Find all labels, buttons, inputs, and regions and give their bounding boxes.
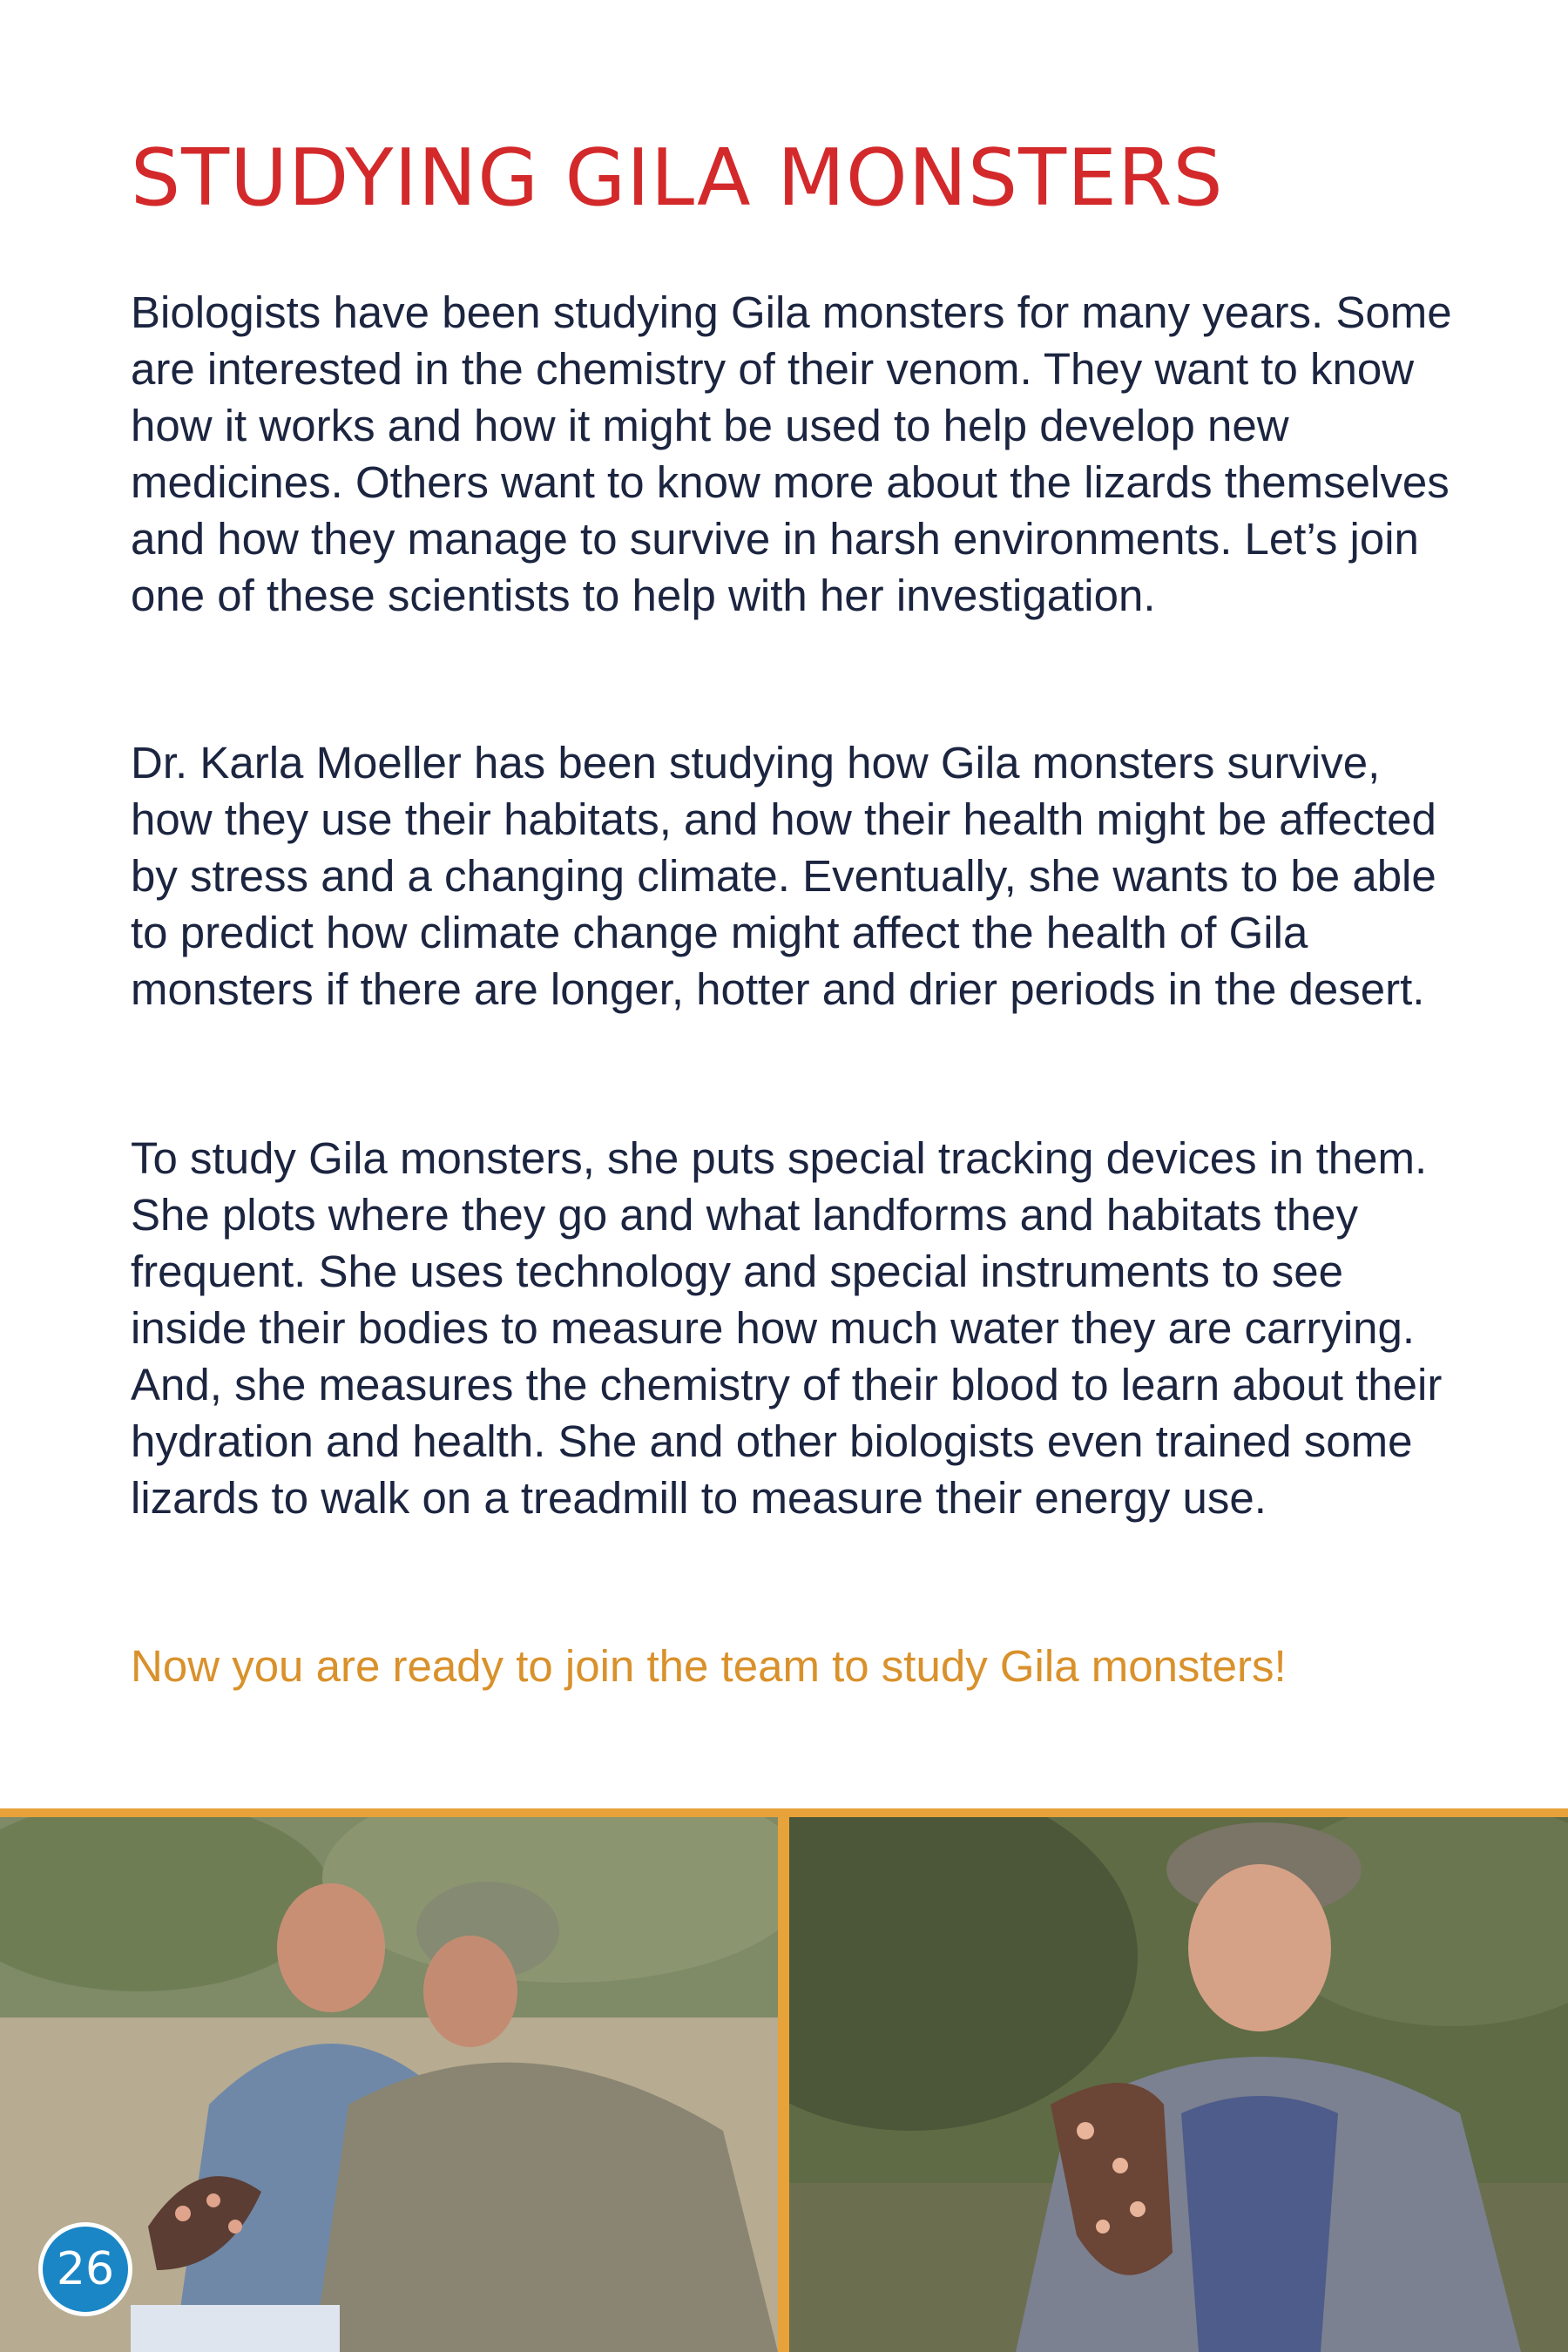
paragraph-dr-moeller: Dr. Karla Moeller has been studying how Gila monsters survive, how they use their habitats, and how their health might be affected by stress and a changing climate. Eventually, she wants to be able to predict how climate change might affect the health of Gila monsters if there are longer, hotter and drier periods in the desert. <box>131 738 1436 1014</box>
paragraph-methods: To study Gila monsters, she puts special tracking devices in them. She plots where they go and what landforms and habitats they frequent. She uses technology and special instruments to see inside their bodies to measure how much water they are carrying. And, she measures the chemistry of their blood to learn about their hydration and health. She and other biologists even trained some lizards to walk on a treadmill to measure their energy use. <box>131 1133 1443 1523</box>
page-title: STUDYING GILA MONSTERS <box>131 132 1224 224</box>
photo-strip <box>0 1808 1568 2352</box>
page-number-badge: 26 <box>38 2222 132 2316</box>
call-to-action: Now you are ready to join the team to study Gila monsters! <box>131 1641 1287 1691</box>
photo-scientist-holding-lizard <box>789 1817 1568 2352</box>
paragraph-intro: Biologists have been studying Gila monsters for many years. Some are interested in the chemistry of their venom. They want to know how it works and how it might be used to help develop new medicines. Others want to know more about the lizards themselves and how they manage to survive in harsh environments. Let’s join one of these scientists to help with her investigation. <box>131 287 1452 620</box>
